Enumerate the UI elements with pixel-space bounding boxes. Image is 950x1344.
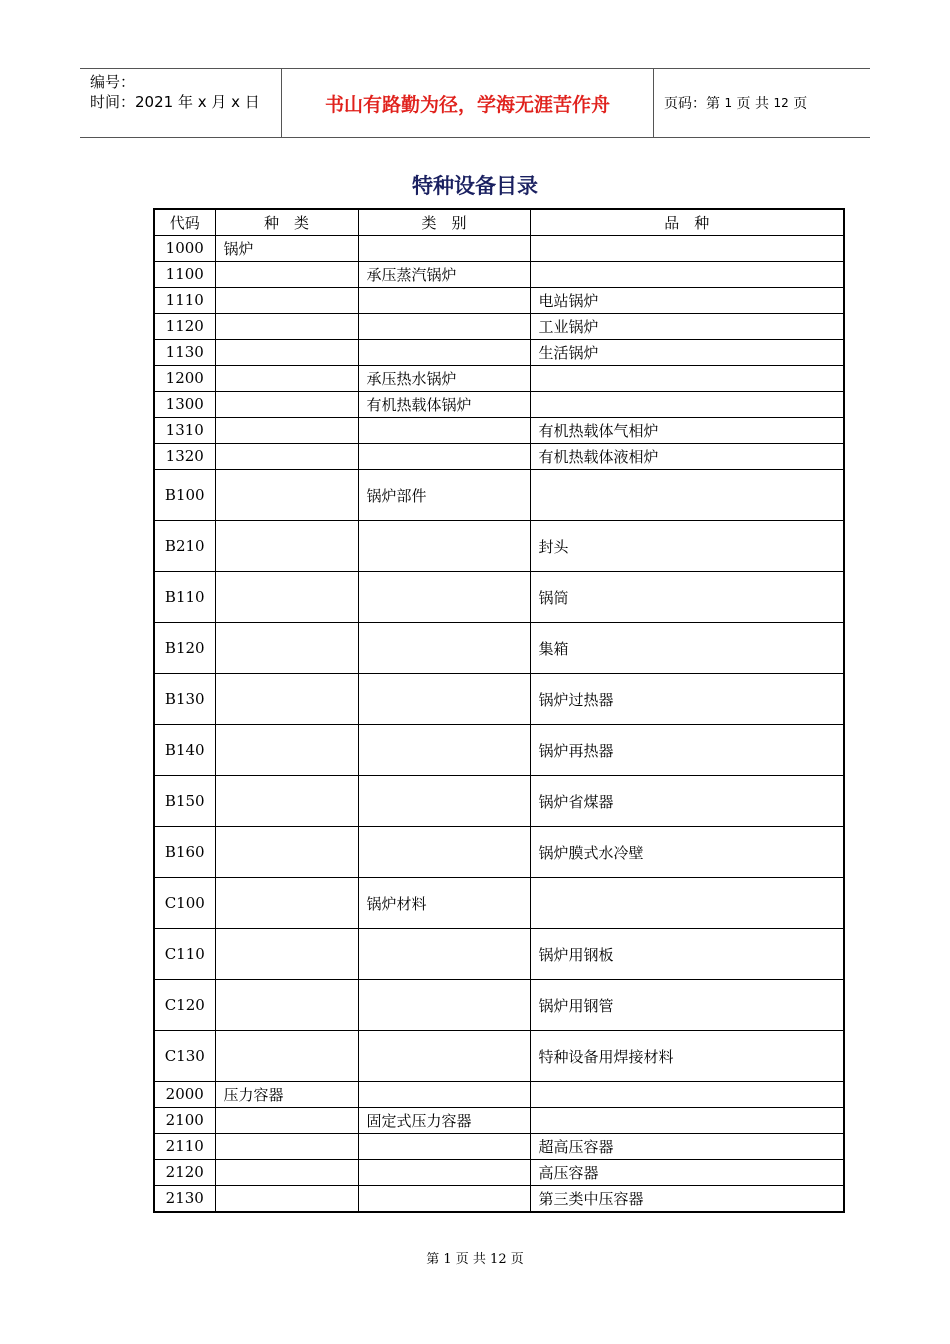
code-cell: B130 (154, 674, 215, 725)
table-row (154, 392, 844, 418)
time-label: 时间：2021 年 x 月 x 日 (90, 93, 260, 111)
page-middle: 页 共 (736, 96, 769, 112)
category-cell (358, 674, 530, 725)
table-row (154, 262, 844, 288)
table-row (154, 521, 844, 572)
category-cell (358, 314, 530, 340)
code-cell: B210 (154, 521, 215, 572)
header-kind: 种 类 (215, 209, 358, 236)
variety-cell: 锅炉省煤器 (530, 776, 844, 827)
code-cell: 2110 (154, 1134, 215, 1160)
code-cell: 2120 (154, 1160, 215, 1186)
code-cell: C100 (154, 878, 215, 929)
kind-cell (215, 521, 358, 572)
code-cell: C130 (154, 1031, 215, 1082)
table-row (154, 929, 844, 980)
equipment-directory-table (153, 208, 845, 1213)
variety-cell: 第三类中压容器 (530, 1186, 844, 1213)
category-cell (358, 776, 530, 827)
variety-cell: 电站锅炉 (530, 288, 844, 314)
variety-cell: 超高压容器 (530, 1134, 844, 1160)
code-cell: 1130 (154, 340, 215, 366)
variety-cell: 锅筒 (530, 572, 844, 623)
code-cell: 1200 (154, 366, 215, 392)
kind-cell (215, 1134, 358, 1160)
kind-cell: 压力容器 (215, 1082, 358, 1108)
kind-cell (215, 725, 358, 776)
code-cell: B110 (154, 572, 215, 623)
variety-cell: 有机热载体液相炉 (530, 444, 844, 470)
table-row (154, 236, 844, 262)
table-row (154, 878, 844, 929)
table-row (154, 288, 844, 314)
table-row (154, 366, 844, 392)
category-cell (358, 1134, 530, 1160)
table-row (154, 470, 844, 521)
kind-cell (215, 262, 358, 288)
kind-cell (215, 366, 358, 392)
category-cell (358, 827, 530, 878)
category-cell (358, 418, 530, 444)
category-cell (358, 623, 530, 674)
table-header-row (154, 209, 844, 236)
variety-cell: 特种设备用焊接材料 (530, 1031, 844, 1082)
variety-cell: 锅炉过热器 (530, 674, 844, 725)
header-motto: 书山有路勤为径，学海无涯苦作舟 (281, 69, 654, 137)
kind-cell (215, 980, 358, 1031)
code-cell: C120 (154, 980, 215, 1031)
table-row (154, 1160, 844, 1186)
code-cell: 2000 (154, 1082, 215, 1108)
category-cell (358, 980, 530, 1031)
variety-cell: 锅炉用钢板 (530, 929, 844, 980)
table-row (154, 1108, 844, 1134)
header-meta (80, 69, 281, 137)
category-cell (358, 444, 530, 470)
kind-cell (215, 929, 358, 980)
kind-cell (215, 288, 358, 314)
table-row (154, 314, 844, 340)
variety-cell (530, 1108, 844, 1134)
kind-cell: 锅炉 (215, 236, 358, 262)
variety-cell: 高压容器 (530, 1160, 844, 1186)
table-row (154, 776, 844, 827)
code-cell: C110 (154, 929, 215, 980)
code-cell: 2130 (154, 1186, 215, 1213)
code-cell: 1120 (154, 314, 215, 340)
page-total: 12 (773, 96, 789, 110)
variety-cell (530, 470, 844, 521)
category-cell (358, 1031, 530, 1082)
header-code: 代码 (154, 209, 215, 236)
page-prefix: 页码：第 (664, 96, 720, 112)
variety-cell (530, 878, 844, 929)
variety-cell: 集箱 (530, 623, 844, 674)
variety-cell: 锅炉用钢管 (530, 980, 844, 1031)
kind-cell (215, 674, 358, 725)
table-row (154, 827, 844, 878)
code-cell: 1110 (154, 288, 215, 314)
header-page-info (654, 69, 870, 137)
table-row (154, 1031, 844, 1082)
kind-cell (215, 340, 358, 366)
variety-cell (530, 366, 844, 392)
kind-cell (215, 392, 358, 418)
code-cell: 1100 (154, 262, 215, 288)
code-cell: 1310 (154, 418, 215, 444)
kind-cell (215, 572, 358, 623)
document-header (80, 68, 870, 138)
code-cell: 1320 (154, 444, 215, 470)
code-cell: B120 (154, 623, 215, 674)
code-cell: B160 (154, 827, 215, 878)
table-row (154, 623, 844, 674)
table-row (154, 1186, 844, 1213)
page-title: 特种设备目录 (412, 173, 538, 198)
category-cell: 锅炉材料 (358, 878, 530, 929)
table-row (154, 418, 844, 444)
table-row (154, 725, 844, 776)
variety-cell: 工业锅炉 (530, 314, 844, 340)
variety-cell: 封头 (530, 521, 844, 572)
code-cell: 1300 (154, 392, 215, 418)
kind-cell (215, 470, 358, 521)
variety-cell (530, 236, 844, 262)
category-cell (358, 288, 530, 314)
variety-cell: 锅炉膜式水冷壁 (530, 827, 844, 878)
page-current: 1 (724, 96, 733, 110)
category-cell (358, 725, 530, 776)
variety-cell: 锅炉再热器 (530, 725, 844, 776)
table-row (154, 444, 844, 470)
variety-cell (530, 1082, 844, 1108)
variety-cell (530, 392, 844, 418)
category-cell (358, 236, 530, 262)
category-cell: 有机热载体锅炉 (358, 392, 530, 418)
kind-cell (215, 623, 358, 674)
kind-cell (215, 418, 358, 444)
variety-cell: 生活锅炉 (530, 340, 844, 366)
page-footer: 第 1 页 共 12 页 (426, 1252, 524, 1267)
category-cell: 固定式压力容器 (358, 1108, 530, 1134)
kind-cell (215, 1186, 358, 1213)
category-cell (358, 340, 530, 366)
variety-cell: 有机热载体气相炉 (530, 418, 844, 444)
code-cell: B150 (154, 776, 215, 827)
category-cell (358, 1186, 530, 1213)
kind-cell (215, 776, 358, 827)
category-cell: 承压蒸汽锅炉 (358, 262, 530, 288)
kind-cell (215, 314, 358, 340)
header-category: 类 别 (358, 209, 530, 236)
number-label: 编号： (90, 73, 136, 91)
table-row (154, 1082, 844, 1108)
variety-cell (530, 262, 844, 288)
category-cell (358, 521, 530, 572)
page-suffix: 页 (793, 96, 808, 112)
category-cell: 锅炉部件 (358, 470, 530, 521)
table-row (154, 980, 844, 1031)
category-cell (358, 1160, 530, 1186)
category-cell (358, 929, 530, 980)
category-cell: 承压热水锅炉 (358, 366, 530, 392)
category-cell (358, 572, 530, 623)
table-row (154, 674, 844, 725)
code-cell: 1000 (154, 236, 215, 262)
code-cell: 2100 (154, 1108, 215, 1134)
header-variety: 品 种 (530, 209, 844, 236)
kind-cell (215, 444, 358, 470)
table-row (154, 572, 844, 623)
code-cell: B140 (154, 725, 215, 776)
kind-cell (215, 1108, 358, 1134)
kind-cell (215, 1160, 358, 1186)
kind-cell (215, 878, 358, 929)
code-cell: B100 (154, 470, 215, 521)
kind-cell (215, 827, 358, 878)
category-cell (358, 1082, 530, 1108)
table-row (154, 1134, 844, 1160)
kind-cell (215, 1031, 358, 1082)
table-row (154, 340, 844, 366)
